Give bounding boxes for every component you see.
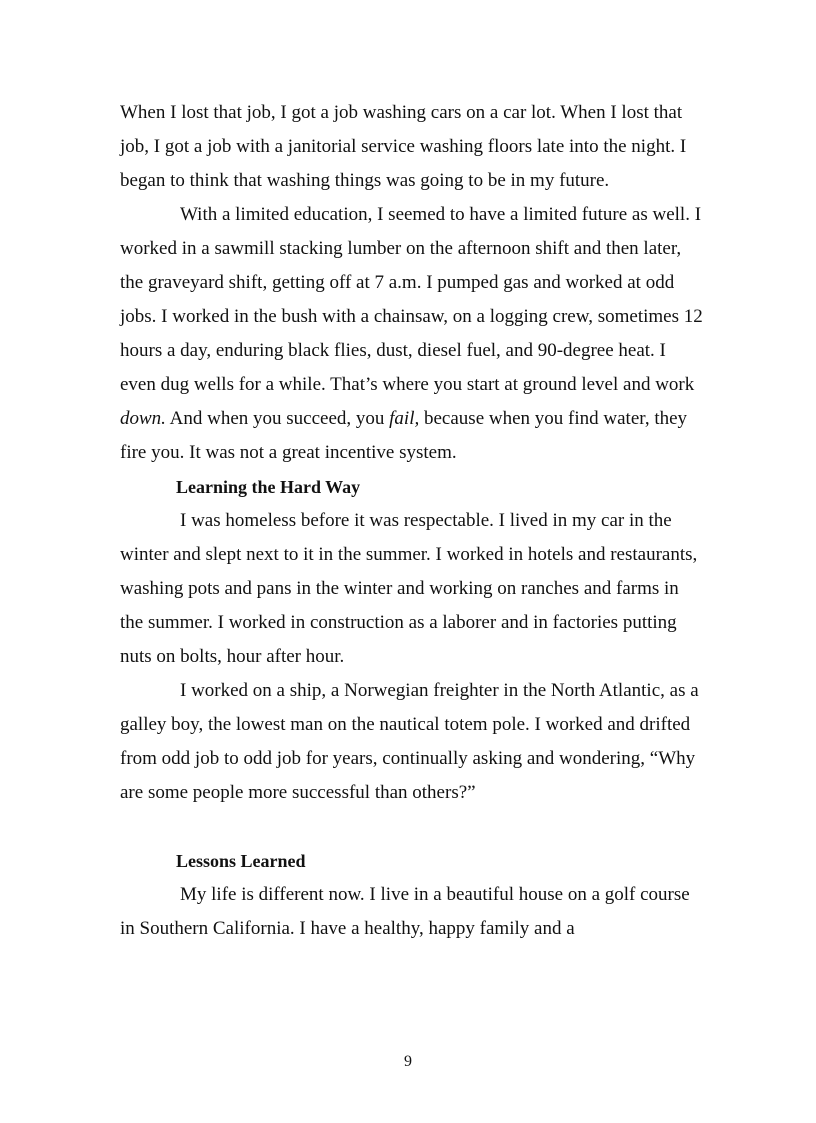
body-text — [120, 96, 706, 946]
section-heading-learning-hard-way: Learning the Hard Way — [176, 477, 361, 497]
paragraph-text: And when you succeed, you — [165, 408, 390, 429]
paragraph-homeless: I was homeless before it was respectable. I lived in my car in the winter and slept next to it in the summer. I worked in hotels and restaurants, washing pots and pans in the winter and working on ranches and farms in the summer. I worked in construction as a laborer and in factories putting nuts on bolts, hour after hour. — [120, 510, 698, 667]
paragraph-life-different: My life is different now. I live in a beautiful house on a golf course in Southern California. I have a healthy, happy family and a — [120, 884, 690, 939]
page-number: 9 — [404, 1053, 412, 1070]
paragraph-text: because when you find water, they fire you. It was not a great incentive system. — [120, 408, 688, 463]
paragraph-washing-jobs: When I lost that job, I got a job washing cars on a car lot. When I lost that job, I got a job with a janitorial service washing floors late into the night. I began to think that washing things was going to be in my future. — [120, 102, 687, 191]
paragraph-text: With a limited education, I seemed to have a limited future as well. I worked in a sawmill stacking lumber on the afternoon shift and then later, the graveyard shift, getting off at 7 a.m. I pumped gas and worked at odd jobs. I worked in the bush with a chainsaw, on a logging crew, sometimes 12 hours a day, enduring black flies, dust, diesel fuel, and 90-degree heat. I even dug wells for a while. That’s where you start at ground level and work — [120, 204, 703, 395]
emphasis-down: down. — [120, 408, 166, 429]
emphasis-fail: fail, — [389, 408, 420, 429]
section-heading-lessons-learned: Lessons Learned — [176, 851, 306, 871]
paragraph-limited-education — [120, 198, 706, 470]
section-spacer — [120, 810, 706, 844]
paragraph-ship: I worked on a ship, a Norwegian freighter in the North Atlantic, as a galley boy, the lowest man on the nautical totem pole. I worked and drifted from odd job to odd job for years, continually asking and wondering, “Why are some people more successful than others?” — [120, 680, 699, 803]
